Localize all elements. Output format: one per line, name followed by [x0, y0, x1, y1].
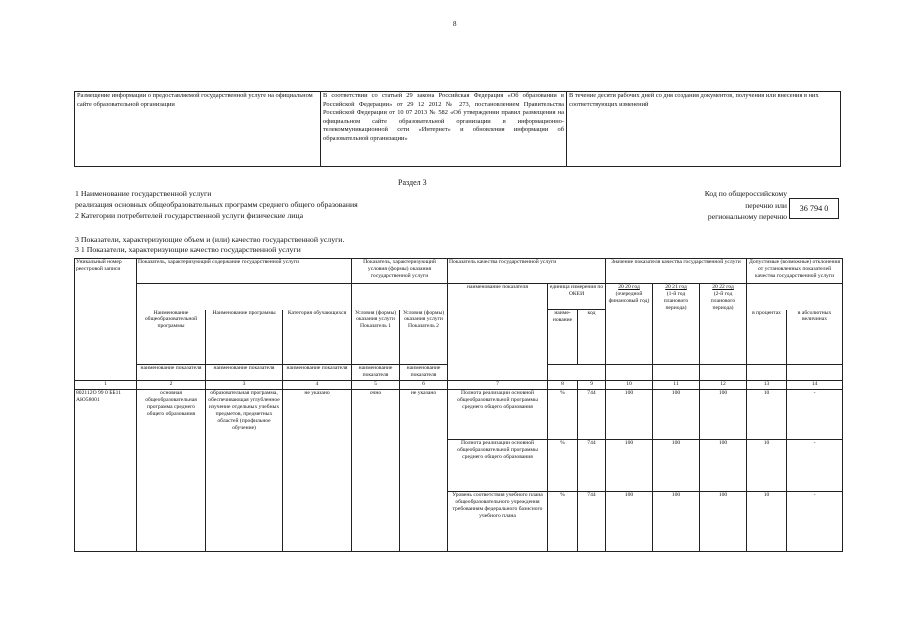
info-placement-table [74, 91, 841, 167]
page-number: 8 [453, 20, 457, 28]
registry-number: 802112О 99 0 ББ11 АЮ58001 [75, 390, 137, 552]
header-content: Показатель, характеризующий содержание государственной услуги [137, 259, 352, 284]
year-1-note: (очередной финансовый год) [608, 290, 650, 304]
row2-value-2: 100 [653, 440, 700, 492]
program-name-value: образовательная программа, обеспечивающая углубленное изучение отдельных учебных предметов, предметных областей (профильное обучение) [206, 390, 283, 552]
header-unique-number: Уникальный номер реестровой записи [75, 259, 137, 381]
row1-value-3: 100 [700, 390, 747, 440]
col-num-12: 12 [700, 381, 747, 390]
header-year-2 [653, 284, 700, 365]
header-conditions: Показатель, характеризующий условия (формы) оказания государственной услуги [352, 259, 448, 284]
consumer-category: 2 Категории потребителей государственной услуги физические лица [75, 211, 304, 220]
col-num-2: 2 [137, 381, 206, 390]
col-num-11: 11 [653, 381, 700, 390]
row1-dev-abs: - [787, 390, 843, 440]
year-1-label: 20 20 год [618, 284, 640, 290]
row3-value-2: 100 [653, 492, 700, 552]
header-year-1 [606, 284, 653, 365]
row3-value-3: 100 [700, 492, 747, 552]
header-dev-abs: в абсолютных величинах [787, 310, 843, 365]
col-condition1-title: Условия (формы) оказания услуги Показатель 1 [352, 310, 400, 365]
form-value: очно [352, 390, 400, 552]
row2-value-1: 100 [606, 440, 653, 492]
col-condition2-title: Условия (формы) оказания услуги Показатель 2 [400, 310, 448, 365]
col-num-9: 9 [578, 381, 606, 390]
update-frequency-cell: В течение десяти рабочих дней со дня создания документов, получения или внесения в них соответствующих изменений [567, 92, 841, 167]
col-num-14: 14 [787, 381, 843, 390]
naim-label-1: наименование показателя [137, 365, 206, 381]
header-year-3 [700, 284, 747, 365]
naim-label-3: наименование показателя [283, 365, 352, 381]
row1-value-2: 100 [653, 390, 700, 440]
program-value: основная общеобразовательная программа среднего общего образования [137, 390, 206, 552]
condition2-value: не указано [400, 390, 448, 552]
section-title: Раздел 3 [398, 178, 427, 187]
col-category-title: Категория обучающихся [283, 310, 352, 365]
header-value: Значение показателя качества государственной услуги [606, 259, 747, 284]
legal-basis-cell: В соответствии со статьей 29 закона Российская Федерация «Об образовании в Российской Федерации» от 29 12 2012 № 273, постановлением Правительства Российской Федерации от 10 07 2013 № 582 «Об утверждении правил размещения на официальном сайте образовательной организации в информационно-телекоммуникационной сети «Интернет» и обновления информации об образовательной организации» [321, 92, 567, 167]
code-label-line1: Код по общероссийскому [704, 189, 787, 198]
code-label-line3: региональному перечню [707, 212, 787, 221]
col-num-10: 10 [606, 381, 653, 390]
row2-dev-abs: - [787, 440, 843, 492]
col-num-8: 8 [548, 381, 578, 390]
col-num-5: 5 [352, 381, 400, 390]
col-program-title: Наименование общеобразовательной программы [137, 310, 206, 365]
service-name-label: 1 Наименование государственной услуги [75, 189, 212, 198]
row1-code: 744 [578, 390, 606, 440]
row3-unit: % [548, 492, 578, 552]
col-num-13: 13 [747, 381, 787, 390]
col-name-title: Наименование программы [206, 310, 283, 365]
col-num-1: 1 [75, 381, 137, 390]
col-num-6: 6 [400, 381, 448, 390]
year-3-note: (2-й год планового периода) [710, 290, 736, 311]
row2-code: 744 [578, 440, 606, 492]
indicators-heading: 3 Показатели, характеризующие объем и (или) качество государственной услуги. [75, 235, 345, 244]
col-num-7: 7 [448, 381, 548, 390]
header-deviation: Допустимые (возможные) отклонения от установленных показателей качества государственной услуги [747, 259, 843, 284]
service-name-value: реализация основных общеобразовательных программ среднего общего образования [75, 200, 358, 209]
header-indicator-name: наименование показателя [448, 284, 548, 381]
row2-dev-pct: 10 [747, 440, 787, 492]
row2-indicator: Полнота реализации основной общеобразовательной программы среднего общего образования [448, 440, 548, 492]
row3-dev-abs: - [787, 492, 843, 552]
header-dev-pct: в процентах [747, 310, 787, 365]
naim-label-2: наименование показателя [206, 365, 283, 381]
category-value: не указано [283, 390, 352, 552]
row1-indicator: Полнота реализации основной общеобразовательной программы среднего общего образования [448, 390, 548, 440]
row3-value-1: 100 [606, 492, 653, 552]
row3-code: 744 [578, 492, 606, 552]
naim-label-4: наименование показателя [352, 365, 400, 381]
naim-label-5: наименование показателя [400, 365, 448, 381]
col-num-3: 3 [206, 381, 283, 390]
quality-indicators-table [74, 258, 843, 552]
year-3-label: 20 22 год [712, 284, 734, 290]
header-quality: Показатель качества государственной услуги [448, 259, 606, 284]
year-2-label: 20 21 год [665, 284, 687, 290]
registry-code-box: 36 794 0 [789, 198, 839, 219]
row1-unit: % [548, 390, 578, 440]
info-placement-cell: Размещение информации о предоставляемой государственной услуге на официальном сайте образовательной организации [75, 92, 321, 167]
row1-value-1: 100 [606, 390, 653, 440]
row3-dev-pct: 10 [747, 492, 787, 552]
header-unit: единица измерения по ОКЕИ [548, 284, 606, 310]
row1-dev-pct: 10 [747, 390, 787, 440]
row2-value-3: 100 [700, 440, 747, 492]
header-unit-code: код [578, 310, 606, 365]
row2-unit: % [548, 440, 578, 492]
year-2-note: (1-й год планового периода) [663, 290, 689, 311]
col-num-4: 4 [283, 381, 352, 390]
quality-indicators-heading: 3 1 Показатели, характеризующие качество государственной услуги [75, 245, 301, 254]
header-unit-name: наиме-нование [548, 310, 578, 365]
row3-indicator: Уровень соответствия учебного плана общеобразовательного учреждения требованиям федерального базисного учебного плана [448, 492, 548, 552]
code-label-line2: перечню или [745, 201, 787, 210]
